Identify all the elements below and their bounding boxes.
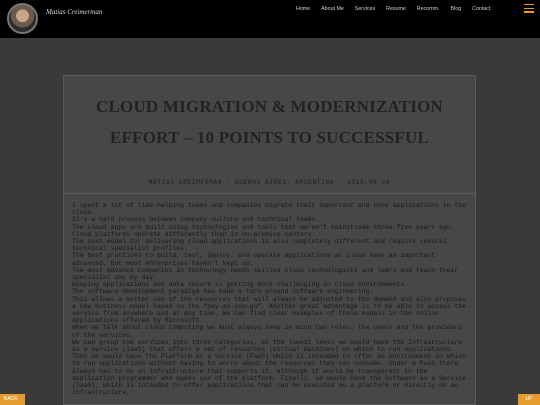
article-body: I spent a lot of time helping teams and companies migrate their important and core applications to the cloud. It's a hard process between company culture and technical teams. The cloud apps are built using technologies and tools that weren't mainstream three-five years ago. Cloud platforms operate differently than in on-premise centers. The cost model for delivering cloud applications is also completely different and require several technical specialist profiles. The best practices to build, test, deploy, and operate applications at cloud have an important advanced, but most enterprises haven't kept up. The most advance companies in technology needs skilled cloud technologists and learn and teach their specialist day by day. Keeping applications and data secure is getting more challenging in cloud environments. The software development paradigm has made a turn around software engineering. This allows a better use of the resources that will always be adjusted to the demand and also proposes a new business model based on the “pay-as-you-go”. Another great advantage is to be able to access the service from anywhere and at any time. We can find clear examples of these models in the online applications offered by Microsoft. When we talk about cloud computing we must always keep in mind two roles: the users and the providers of the services. We can group the services into three categories, at the lowest level we would have the Infrastructure as a Service (IaaS) that offers a set of resources (virtual machines) on which to run applications. Then we would have the Platform as a Service (PaaS) which is intended to offer an environment in which to run applications without having to worry about the resources they can consume. Under a PaaS there always has to be an infrastructure that supports it, although it would be transparent to the application programmer who makes use of the platform. Finally, we would have the Software as a Service (SaaS), which is intended to offer applications that can be executed on a platform or directly on an infrastructure, [72, 202, 467, 397]
nav-blog[interactable]: Blog [450, 6, 462, 12]
nav-contact[interactable]: Contact [472, 6, 491, 12]
article-title: CLOUD MIGRATION & MODERNIZATION EFFORT – 10 POINTS TO SUCCESSFUL [96, 97, 443, 147]
nav-resume[interactable]: Resume [386, 6, 406, 12]
article-meta: MATIAS CREIMERMAN - BUENOS AIRES, ARGENTINA - 2019-08-26 [148, 179, 391, 186]
hamburger-menu-icon[interactable] [524, 4, 534, 13]
top-navbar [0, 0, 540, 38]
nav-home[interactable]: Home [296, 6, 311, 12]
avatar[interactable] [7, 3, 38, 34]
back-button[interactable]: BACK [0, 394, 25, 405]
scroll-up-button[interactable]: UP [518, 394, 540, 405]
main-nav [296, 6, 501, 12]
nav-services[interactable]: Services [354, 6, 376, 12]
nav-about-me[interactable]: About Me [321, 6, 344, 12]
article-card [63, 75, 476, 405]
nav-recommendations[interactable]: Recomm. [416, 6, 440, 12]
author-name[interactable]: Matias Creimerman [46, 8, 103, 16]
